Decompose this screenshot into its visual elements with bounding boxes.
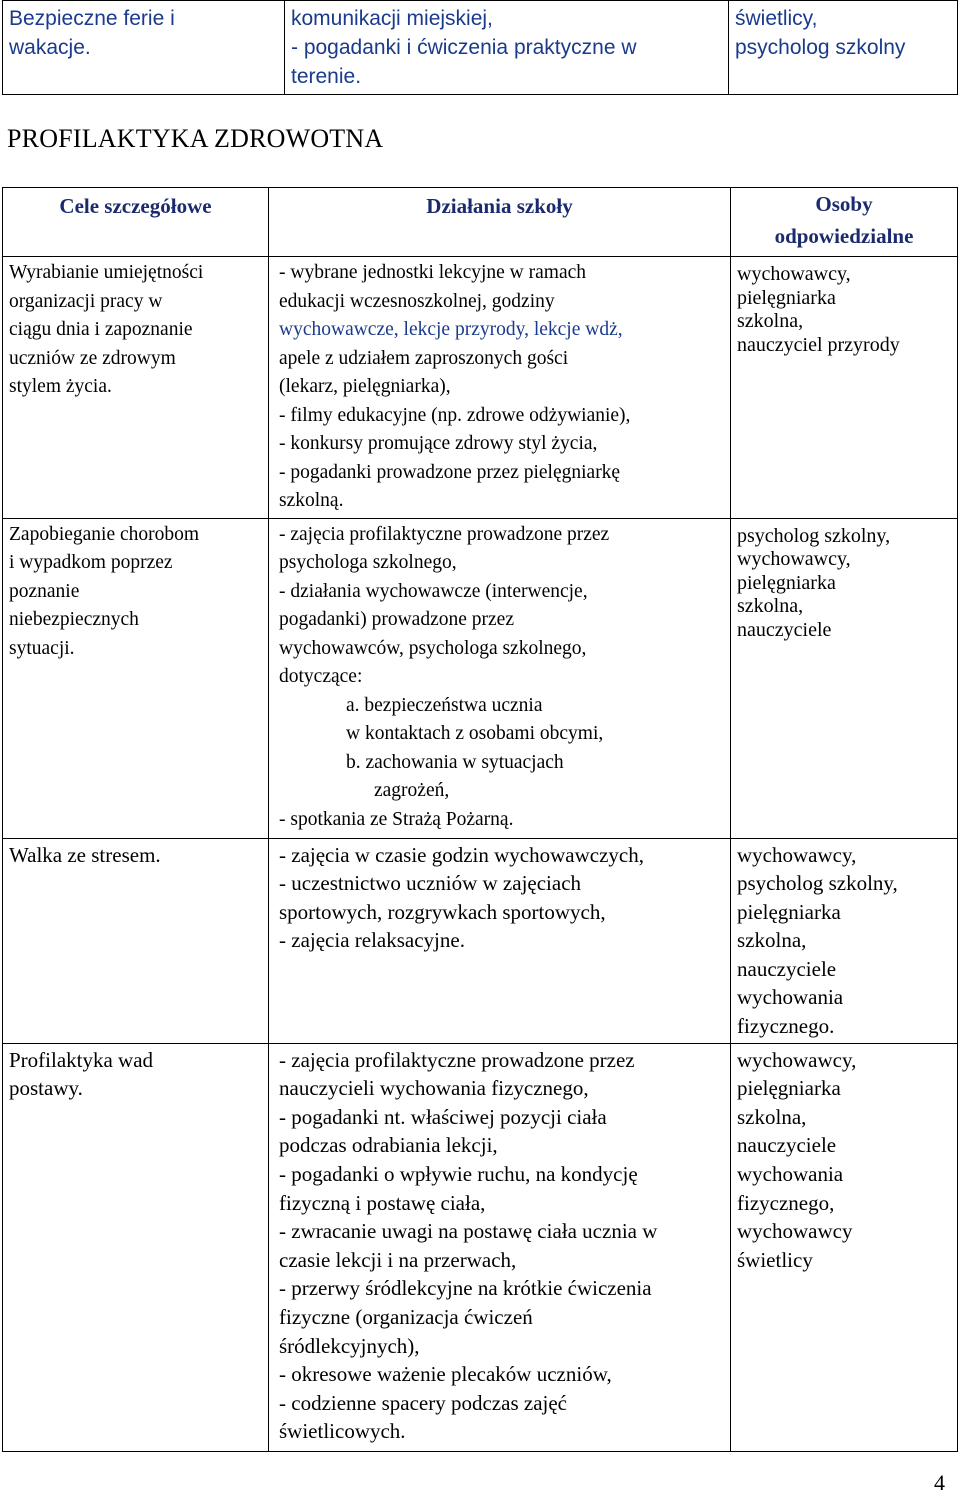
action-line: - pogadanki prowadzone przez pielęgniarkę — [279, 461, 621, 483]
action-line: zagrożeń, — [374, 780, 450, 801]
table-row — [3, 518, 958, 838]
responsible-line: szkolna, — [737, 310, 804, 332]
action-line: - wybrane jednostki lekcyjne w ramach — [279, 262, 587, 283]
responsible-line: fizycznego, — [737, 1190, 835, 1215]
action-line: - działania wychowawcze (interwencje, — [279, 580, 588, 602]
header-responsible-line2: odpowiedzialne — [774, 224, 914, 248]
goal-line: uczniów ze zdrowym — [9, 347, 176, 369]
goal-line: Bezpieczne ferie i — [9, 7, 175, 30]
responsible-cell — [731, 838, 958, 1043]
action-line: apele z udziałem zaproszonych gości — [279, 347, 569, 369]
responsible-line: pielęgniarka — [737, 1076, 841, 1101]
table-row — [3, 1043, 958, 1451]
action-line: fizyczne (organizacja ćwiczeń — [279, 1305, 533, 1329]
table-row — [3, 257, 958, 519]
responsible-line: nauczyciel przyrody — [737, 333, 900, 356]
action-line: - konkursy promujące zdrowy styl życia, — [279, 433, 598, 454]
goal-line: ciągu dnia i zapoznanie — [9, 319, 193, 340]
action-line: dotyczące: — [279, 666, 363, 687]
goal-cell — [3, 838, 269, 1043]
responsible-line: szkolna, — [737, 1104, 807, 1129]
goal-line: stylem życia. — [9, 376, 112, 397]
header-responsible-line1: Osoby — [815, 192, 873, 216]
action-line: - pogadanki i ćwiczenia praktyczne w — [291, 36, 637, 59]
goal-line: organizacji pracy w — [9, 290, 163, 312]
responsible-line: pielęgniarka — [737, 286, 836, 309]
responsible-line: psycholog szkolny, — [737, 524, 891, 547]
goal-line: niebezpiecznych — [9, 609, 139, 630]
action-line: świetlicowych. — [279, 1419, 406, 1444]
action-line: - zajęcia profilaktyczne prowadzone przez — [279, 1047, 635, 1072]
responsible-line: fizycznego. — [737, 1014, 835, 1039]
action-line: terenie. — [291, 65, 362, 88]
responsible-line: świetlicy — [737, 1247, 813, 1272]
goal-line: wakacje. — [9, 36, 91, 59]
goal-line: sytuacji. — [9, 637, 75, 659]
responsible-line: nauczyciele — [737, 956, 837, 981]
responsible-line: pielęgniarka — [737, 571, 836, 594]
actions-cell — [269, 1043, 731, 1451]
responsible-line: szkolna, — [737, 595, 804, 617]
table-header-row — [3, 188, 958, 257]
responsible-line: psycholog szkolny, — [737, 871, 898, 896]
action-line: - filmy edukacyjne (np. zdrowe odżywianie), — [279, 404, 631, 426]
action-line: - pogadanki nt. właściwej pozycji ciała — [279, 1104, 607, 1129]
top-responsible-cell — [729, 1, 958, 95]
action-line: pogadanki) prowadzone przez — [279, 609, 514, 630]
action-line: - spotkania ze Strażą Pożarną. — [279, 808, 514, 830]
action-line: - przerwy śródlekcyjne na krótkie ćwiczenia — [279, 1276, 652, 1301]
goal-cell — [3, 518, 269, 838]
responsible-line: wychowawcy — [737, 1219, 853, 1244]
actions-cell — [269, 838, 731, 1043]
action-line: wychowawców, psychologa szkolnego, — [279, 637, 587, 659]
goal-cell — [3, 257, 269, 519]
action-line: - codzienne spacery podczas zajęć — [279, 1390, 567, 1415]
action-line: w kontaktach z osobami obcymi, — [346, 723, 604, 744]
action-line: - zajęcia w czasie godzin wychowawczych, — [279, 842, 644, 867]
responsible-line: świetlicy, — [735, 7, 818, 30]
responsible-line: szkolna, — [737, 928, 807, 953]
actions-cell — [269, 257, 731, 519]
responsible-line: nauczyciele — [737, 618, 832, 641]
goal-line: Walka ze stresem. — [9, 842, 161, 867]
responsible-cell — [731, 257, 958, 519]
goal-line: i wypadkom poprzez — [9, 552, 173, 573]
responsible-line: wychowania — [737, 985, 844, 1010]
responsible-line: psycholog szkolny — [735, 36, 906, 59]
action-line: sportowych, rozgrywkach sportowych, — [279, 899, 606, 924]
goal-line: Profilaktyka wad — [9, 1047, 154, 1072]
action-line: śródlekcyjnych), — [279, 1333, 420, 1358]
responsible-line: wychowawcy, — [737, 1047, 857, 1072]
responsible-line: pielęgniarka — [737, 899, 841, 924]
action-line: - zajęcia relaksacyjne. — [279, 928, 465, 953]
responsible-line: wychowania — [737, 1162, 844, 1187]
responsible-cell — [731, 1043, 958, 1451]
action-line: - zwracanie uwagi na postawę ciała ucznia w — [279, 1219, 658, 1244]
header-responsible — [731, 188, 958, 257]
header-goals: Cele szczegółowe — [3, 188, 269, 257]
goal-line: poznanie — [9, 580, 80, 602]
goal-line: Wyrabianie umiejętności — [9, 262, 204, 283]
responsible-line: nauczyciele — [737, 1133, 837, 1158]
action-line: fizyczną i postawę ciała, — [279, 1190, 486, 1215]
goal-line: Zapobieganie chorobom — [9, 523, 200, 545]
action-line: - okresowe ważenie plecaków uczniów, — [279, 1362, 612, 1387]
goal-line: postawy. — [9, 1076, 83, 1101]
action-line: podczas odrabiania lekcji, — [279, 1133, 498, 1158]
action-line: a. bezpieczeństwa ucznia — [346, 694, 543, 716]
action-line: - uczestnictwo uczniów w zajęciach — [279, 871, 582, 896]
action-line: psychologa szkolnego, — [279, 552, 457, 573]
action-line: czasie lekcji i na przerwach, — [279, 1247, 517, 1272]
action-line: szkolną. — [279, 490, 344, 511]
action-line: edukacji wczesnoszkolnej, godziny — [279, 290, 555, 312]
page-number: 4 — [934, 1470, 945, 1495]
top-actions-cell — [285, 1, 729, 95]
actions-cell — [269, 518, 731, 838]
section-title: PROFILAKTYKA ZDROWOTNA — [7, 124, 384, 153]
table-row — [3, 838, 958, 1043]
prevention-table — [2, 187, 958, 1452]
responsible-line: wychowawcy, — [737, 842, 857, 867]
header-actions: Działania szkoły — [269, 188, 731, 257]
table-row — [3, 1, 958, 95]
goal-cell — [3, 1043, 269, 1451]
action-line: - zajęcia profilaktyczne prowadzone przez — [279, 523, 610, 545]
action-line: b. zachowania w sytuacjach — [346, 751, 564, 773]
action-line: komunikacji miejskiej, — [291, 7, 493, 30]
top-goal-cell — [3, 1, 285, 95]
action-line: nauczycieli wychowania fizycznego, — [279, 1076, 589, 1101]
action-line: - pogadanki o wpływie ruchu, na kondycję — [279, 1162, 638, 1187]
responsible-cell — [731, 518, 958, 838]
top-table-fragment — [2, 0, 958, 95]
action-line: wychowawcze, lekcje przyrody, lekcje wdż, — [279, 319, 623, 340]
responsible-line: wychowawcy, — [737, 263, 851, 285]
action-line: (lekarz, pielęgniarka), — [279, 376, 451, 397]
responsible-line: wychowawcy, — [737, 548, 851, 570]
